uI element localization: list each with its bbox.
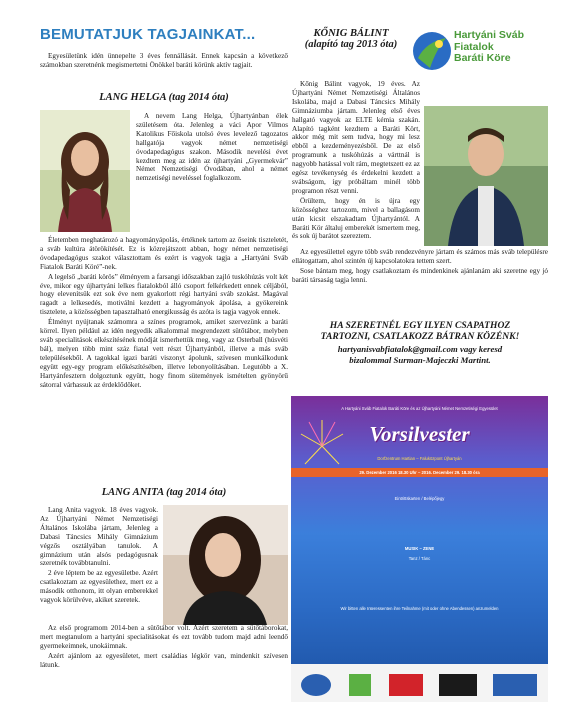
club-logo-icon	[412, 28, 452, 74]
balint-title-since: (alapító tag 2013 óta)	[304, 39, 398, 50]
poster-title: Vorsilvester	[369, 422, 470, 446]
club-logo-text	[454, 30, 524, 65]
balint-title	[292, 28, 410, 50]
poster-line-b: 29. Dezember 2016 18.30 Uhr – 2016. December 29. 18.30 óra	[359, 470, 480, 475]
anita-photo	[163, 505, 288, 625]
logo-line-2: Fiatalok	[454, 40, 494, 53]
poster-line-c: Eintrittskarten / Belépőjegy	[394, 496, 445, 501]
helga-paragraph-1: A nevem Lang Helga, Újhartyánban élek születésem óta. Jelenleg a váci Apor Vilmos Katolikus Főiskola utolsó éves levelező tagozatos hallgatója vagyok német nemzetiségi óvodapedagógus szakon. Második nevelési évet kezdtem meg az idén az újhartyáni „Gyermekvár” Német Nemzetiségi Óvodában, ahol a német nemzetiségi neveléssel foglalkozom.	[136, 112, 288, 183]
poster-line-a: Dorfzentrum Hartian – Faluközpont Újhartyán	[377, 456, 462, 461]
helga-paragraph-4: Élményt nyújtanak számomra a színes programok, amiket szervezünk a baráti körrel. Ilyen például az idén negyedik alkalommal megrendezett sütőtábor, melyben sváb specialitások elkészítésének módját ismerhettük meg, vagy az Osterball (húsvéti bál), melyen több mint száz fiatal vett részt Újhartyánból, illetve a más sváb településekből. A tagokkal igazi baráti viszonyt ápolunk, szívesen munkálkodunk együtt egy-egy program előkészítésében, illetve lebonyolításában. Legutóbb a X. Hartyánfesztern dolgoztunk együtt, hogy finom sütemények ismételten gyönyörű sátorral várhassuk az érdeklődőket.	[40, 318, 288, 389]
helga-photo	[40, 110, 130, 232]
cta-email: hartyanisvabfiatalok@gmail.com vagy keresd	[337, 343, 503, 354]
poster-line-f: Wir bitten alle Interessenten ihre Teilnahme (mit oder ohne Abendessen) anzumelden	[340, 606, 499, 611]
poster-line-d: MUSIK – ZENE	[404, 546, 435, 551]
poster-line-e: Tanz / Tánc	[408, 556, 431, 561]
helga-text-top	[136, 112, 288, 184]
sponsor-logo-2	[349, 674, 371, 696]
vorsilvester-poster	[291, 396, 548, 702]
logo-line-1: Hartyáni Sváb	[454, 29, 525, 41]
poster-sponsor-bar	[291, 664, 548, 702]
anita-paragraph-4: Azért ajánlom az egyesületet, mert családias légkör van, mindenkit szívesen látunk.	[40, 651, 288, 669]
intro-text	[40, 52, 288, 71]
balint-paragraph-1: Kőnig Bálint vagyok, 19 éves. Az Újhartyáni Német Nemzetiségi Általános Iskolába, majd a Dabasi Táncsics Mihály Gimnáziumba jártam. Jelenleg első éves hallgató vagyok az ELTE kémia szakán. Alapító tagként kezdtem a Baráti Kört, akkor még mit sem tudva, hogy mi lesz ebből a kezdeményezésből. De az első programunk a tuskóhúzás a várttnál is nagyobb hatással volt rám, megtetszett ez az egész tevékenység és érdekelni kezdett a svábságom, így próbáltam minél több programon részt venni.	[292, 80, 420, 195]
balint-paragraph-2: Örültem, hogy én is újra egy közösséghez tartozom, mivel a ballagásom után kicsit elszakadtam Újhartyántól. A Baráti Kör általuj emberekét ismertem meg, és sok új barátot szereztem.	[292, 196, 420, 241]
helga-text-bottom	[40, 236, 288, 390]
anita-paragraph-3: Az első programom 2014-ben a sütőtábor volt. Azért szeretem a sütőtáborokat, mert megtanulom a hartyáni specialitásokat és ezt tovább tudom majd adni leendő gyermekeimnek, unokáimnak.	[40, 624, 288, 650]
balint-title-name: KŐNIG BÁLINT	[313, 28, 389, 39]
poster-top-text: A Hartyáni Sváb Fiatalok Baráti Köre és az Újhartyáni Német Nemzetiségi Egyesület	[341, 406, 498, 411]
sponsor-logo-1	[301, 674, 331, 696]
anita-text-left	[40, 506, 158, 606]
helga-paragraph-3: A legelső „baráti körös” élményem a farsangi időszakban zajló tuskóhúzás volt két éve, mikor egy újhartyáni lelkes fiatalokból álló csoport felkérkedett ennek céljából, hogy elevenítsük ezt sok éve nem gyakorlott régi hartyáni sváb szokást. Magával ragadt a lelkesedés, motiválni kezdett a hagyományok ápolása, a gyökereink tisztelete, a közösségben tapasztalható energikusság és azóta is tagja vagyok ennek.	[40, 272, 288, 317]
club-logo	[412, 28, 552, 76]
sponsor-logo-4	[439, 674, 477, 696]
balint-photo	[424, 106, 548, 246]
balint-text-bottom	[292, 248, 548, 286]
anita-text-bottom	[40, 624, 288, 671]
cta-line-1: HA SZERETNÉL EGY ILYEN CSAPATHOZ	[329, 320, 511, 331]
helga-paragraph-2: Életemben meghatározó a hagyományápolás, értéknek tartom az őseink tiszteletét, a sváb kultúra átörökítését. Ez is közrejátszott abban, hogy német nemzetiségi óvodapedagógus szakot választottam és ezért is vagyok tagja a „Hartyáni Sváb Fiatalok Baráti Köré”-nek.	[40, 236, 288, 271]
sponsor-logo-5	[493, 674, 537, 696]
balint-paragraph-4: Sose bántam meg, hogy csatlakoztam és mindenkinek ajánlanám aki szeretne egy jó baráti társaság tagja lenni.	[292, 266, 548, 284]
logo-line-3: Baráti Köre	[454, 52, 511, 64]
cta-line-2: TARTOZNI, CSATLAKOZZ BÁTRAN KÖZÉNK!	[320, 331, 520, 343]
page-heading: BEMUTATJUK TAGJAINKAT...	[40, 26, 256, 43]
anita-paragraph-1: Lang Anita vagyok. 18 éves vagyok. Az Újhartyáni Német Nemzetiségi Általános Iskolába jártam, Jelenleg a Dabasi Táncsics Mihály Gimnázium végzős osztályában tanulok. A gimnázium után alsós pedagógusnak szeretnék továbbtanulni.	[40, 506, 158, 568]
sponsor-logo-3	[389, 674, 423, 696]
helga-title: LANG HELGA (tag 2014 óta)	[99, 92, 229, 103]
join-call-to-action	[292, 320, 548, 366]
balint-paragraph-3: Az egyesülettel egyre több sváb rendezvényre jártam és számos más sváb településre ellátogattam, ahol szintén új kapcsolatokra tettem szert.	[292, 248, 548, 265]
anita-paragraph-2: 2 éve léptem be az egyesületbe. Azért csatlakoztam az egyesülethez, mert ez a második otthonom, itt olyan emberekkel vagyok körülvéve, akiket szeretek.	[40, 569, 158, 605]
balint-text-top	[292, 80, 420, 242]
intro-paragraph: Egyesületünk idén ünnepelte 3 éves fennállását. Ennek kapcsán a következő számokban szeretnénk megismertetni Önökkel baráti körünk aktív tagjait.	[40, 52, 288, 69]
cta-contact: bizalommal Surman-Majeczki Martint.	[349, 355, 491, 366]
anita-title: LANG ANITA (tag 2014 óta)	[101, 487, 227, 498]
